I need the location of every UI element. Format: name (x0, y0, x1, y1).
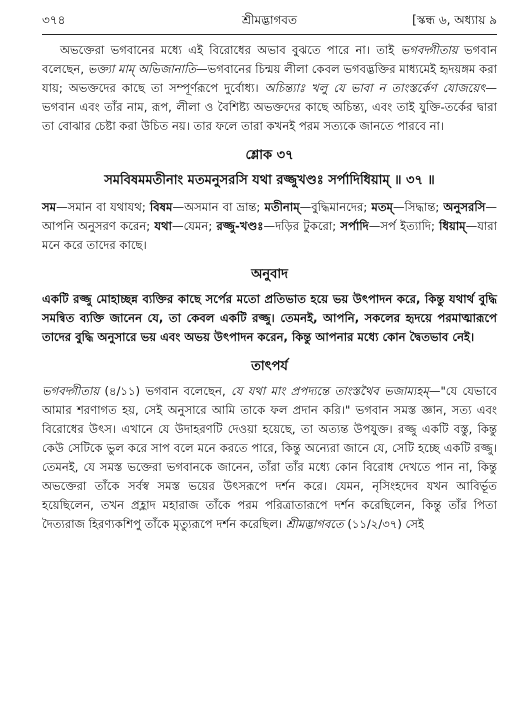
synonym-word: মতম্ (371, 200, 393, 214)
intro-text-2: ভগবান বলেছেন, (42, 43, 497, 76)
translation-paragraph: একটি রজ্জু মোহাচ্ছন্ন ব্যক্তির কাছে সর্পের মতো প্রতিভাত হয়ে ভয় উৎপাদন করে, কিন্তু যথার্থ বুদ্ধি সমন্বিত ব্যক্তি জানেন যে, তা কেবল একটি রজ্জু। তেমনই, আপনি, সকলের হৃদয়ে পরমাত্মারূপে তাদের বুদ্ধি অনুসারে ভয় এবং অভয় উৎপাদন করেন, কিন্তু আপনার মধ্যে কোন দ্বৈতভাব নেই। (42, 292, 497, 344)
purport-italic-1: ভগবদ্গীতায় (42, 384, 100, 398)
intro-italic-2: ভক্ত্যা মাম্ অভিজানাতি (87, 62, 196, 76)
synonyms-paragraph (42, 198, 497, 255)
intro-text-4: —ভগবান এবং তাঁর নাম, রূপ, লীলা ও বৈশিষ্ট্য অভক্তদের কাছে অচিন্ত্য, এবং তাই যুক্তি-তর্কের দ্বারা তা বোঝার চেষ্টা করা উচিত নয়। তার ফলে তারা কখনই পরম সত্যকে জানতে পারবে না। (42, 81, 497, 133)
synonym-word: বিষম (149, 200, 173, 214)
synonym-word: মতীনাম্ (264, 200, 300, 214)
section-reference: [স্কন্ধ ৬, অধ্যায় ৯ (412, 13, 497, 27)
synonym-word: যথা (154, 219, 172, 233)
page-number: ৩৭৪ (42, 13, 66, 27)
anuvad-heading: অনুবাদ (251, 267, 288, 282)
running-title: শ্রীমদ্ভাগবত (241, 13, 297, 27)
synonym-meaning: —সমান বা যথাযথ; (56, 200, 150, 214)
purport-italic-3: শ্রীমদ্ভাগবতে (285, 517, 344, 531)
sloka-heading: শ্লোক ৩৭ (245, 148, 294, 163)
intro-italic-1: ভগবদ্গীতায় (400, 43, 458, 57)
synonym-word: অনুসরসি (443, 200, 486, 214)
synonym-word: রজ্জু-খণ্ডঃ (216, 219, 264, 233)
synonym-meaning: —দড়ির টুকরো; (263, 219, 341, 233)
synonym-word: সর্পাদি (340, 219, 369, 233)
intro-paragraph (42, 41, 497, 136)
synonym-word: ধিয়াম্ (439, 219, 466, 233)
synonym-meaning: —অসমান বা ভ্রান্ত; (172, 200, 265, 214)
synonym-word: সম (42, 200, 57, 214)
intro-text-3: —ভগবানের চিন্ময় লীলা কেবল ভগবদ্ভক্তির মাধ্যমেই হৃদয়ঙ্গম করা যায়; অভক্তদের কাছে তা সম্পূর্ণরূপে দুর্বোধ্য। (42, 62, 497, 95)
synonym-meaning: —যারা মনে করে তাদের কাছে। (42, 219, 497, 252)
purport-text-1: (৪/১১) ভগবান বলেছেন, (99, 384, 231, 398)
purport-text-3: (১১/২/৩৭) সেই (343, 517, 424, 531)
synonym-meaning: —বুদ্ধিমানদের; (299, 200, 372, 214)
sloka-verse: সমবিষমমতীনাং মতমনুসরসি যথা রজ্জুখণ্ডঃ সর্পাদিধিয়াম্ ॥ ৩৭ ॥ (104, 173, 435, 188)
intro-italic-3: অচিন্ত্যাঃ খলু যে ভাবা ন তাংস্তর্কেণ যোজয়েৎ (264, 81, 486, 95)
synonym-meaning: —সর্প ইত্যাদি; (368, 219, 440, 233)
purport-text-2: —"যে যেভাবে আমার শরণাগত হয়, সেই অনুসারে আমি তাকে ফল প্রদান করি।" ভগবান সমস্ত জ্ঞান, সত্য এবং বিরোধের উৎস। এখানে যে উদাহরণটি দেওয়া হয়েছে, তা অত্যন্ত উপযুক্ত। রজ্জু একটি বস্তু, কিন্তু কেউ সেটিকে ভুল করে সাপ বলে মনে করতে পারে, কিন্তু অন্যেরা জানে যে, সেটি হচ্ছে একটি রজ্জু। তেমনই, যে সমস্ত ভক্তেরা ভগবানকে জানেন, তাঁরা তাঁর মধ্যে কোন বিরোধ দেখতে পান না, কিন্তু অভক্তেরা তাঁকে সর্বস্ব সমস্ত ভয়ের উৎসরূপে দর্শন করে। যেমন, নৃসিংহদেব যখন আবির্ভূত হয়েছিলেন, তখন প্রহ্লাদ মহারাজ তাঁকে পরম পরিত্রাতারূপে দর্শন করেছিলেন, কিন্তু তাঁর পিতা দৈত্যরাজ হিরণ্যকশিপু তাঁকে মৃত্যুরূপে দর্শন করেছিল। (42, 384, 497, 531)
synonym-meaning: —আপনি অনুসরণ করেন; (42, 200, 497, 233)
header-rule (42, 34, 497, 35)
purport-italic-2: যে যথা মাং প্রপদ্যন্তে তাংস্তথৈব ভজাম্যহম্ (230, 384, 429, 398)
intro-text-1: অভক্তেরা ভগবানের মধ্যে এই বিরোধের অভাব বুঝতে পারে না। তাই (60, 43, 401, 57)
page-header (42, 12, 497, 34)
synonym-meaning: —সিদ্ধান্ত; (392, 200, 444, 214)
synonym-meaning: —যেমন; (171, 219, 217, 233)
purport-paragraph (42, 382, 497, 534)
tatparya-heading: তাৎপর্য (251, 359, 288, 374)
